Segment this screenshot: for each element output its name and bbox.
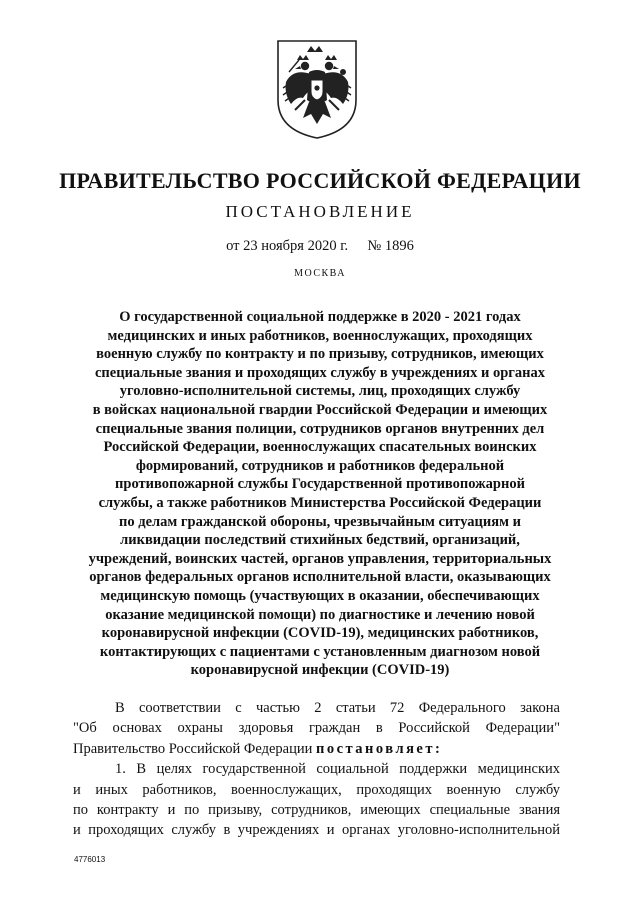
document-id: 4776013	[74, 855, 106, 864]
title-line: коронавирусной инфекции (COVID-19), медицинских работников,	[101, 625, 539, 642]
body-line: "Об основах охраны здоровья граждан в Российской Федерации"	[73, 720, 560, 737]
body-line: по контракту и по призыву, сотрудников, имеющих специальные звания	[73, 802, 560, 819]
title-line: учреждений, воинских частей, органов управления, территориальных	[88, 550, 552, 567]
document-date: от 23 ноября 2020 г.	[226, 238, 349, 254]
organization-name: ПРАВИТЕЛЬСТВО РОССИЙСКОЙ ФЕДЕРАЦИИ	[59, 168, 581, 193]
body-line: и проходящих службу в учреждениях и органах уголовно-исполнительной	[73, 822, 560, 839]
body-line: 1. В целях государственной социальной поддержки медицинских	[115, 761, 560, 778]
document-number: 1896	[384, 238, 414, 254]
body-line	[73, 739, 560, 759]
city: МОСКВА	[294, 268, 346, 279]
document-type: ПОСТАНОВЛЕНИЕ	[225, 202, 415, 221]
title-line: ликвидации последствий стихийных бедствий, организаций,	[120, 532, 520, 549]
date-number-line	[0, 238, 640, 255]
resolution-verb: постановляет:	[315, 740, 443, 757]
title-line: медицинских и иных работников, военнослужащих, проходящих	[107, 327, 533, 344]
coat-of-arms-icon	[275, 38, 359, 140]
title-line: медицинскую помощь (участвующих в оказании, обеспечивающих	[100, 587, 540, 604]
resolution-preamble: Правительство Российской Федерации	[73, 740, 313, 757]
number-sign: №	[367, 238, 382, 254]
title-line: оказание медицинской помощи) по диагностике и лечению новой	[105, 606, 535, 623]
title-line: противопожарной службы Государственной противопожарной	[115, 476, 525, 493]
document-body	[73, 698, 560, 841]
title-line: органов федеральных органов исполнительной власти, оказывающих	[89, 569, 551, 586]
title-line: специальные звания и проходящих службу в учреждениях и органах	[94, 364, 545, 381]
title-line: коронавирусной инфекции (COVID-19)	[190, 662, 450, 679]
title-line: контактирующих с пациентами с установленным диагнозом новой	[99, 643, 541, 660]
body-line: В соответствии с частью 2 статьи 72 Федерального закона	[115, 700, 560, 716]
body-line: и иных работников, военнослужащих, проходящих военную службу	[73, 781, 560, 798]
title-line: уголовно-исполнительной системы, лиц, проходящих службу	[119, 383, 521, 400]
title-line: О государственной социальной поддержке в 2020 - 2021 годах	[119, 309, 521, 325]
title-line: в войсках национальной гвардии Российской Федерации и имеющих	[92, 401, 548, 418]
title-line: формирований, сотрудников и работников федеральной	[135, 457, 505, 474]
title-line: службы, а также работников Министерства Российской Федерации	[98, 494, 542, 511]
document-title	[60, 308, 580, 680]
title-line: военную службу по контракту и по призыву, сотрудников, имеющих	[96, 346, 544, 363]
title-line: специальные звания полиции, сотрудников органов внутренних дел	[95, 420, 545, 437]
title-line: Российской Федерации, военнослужащих спасательных воинских	[103, 439, 537, 456]
title-line: по делам гражданской обороны, чрезвычайным ситуациям и	[119, 513, 521, 530]
